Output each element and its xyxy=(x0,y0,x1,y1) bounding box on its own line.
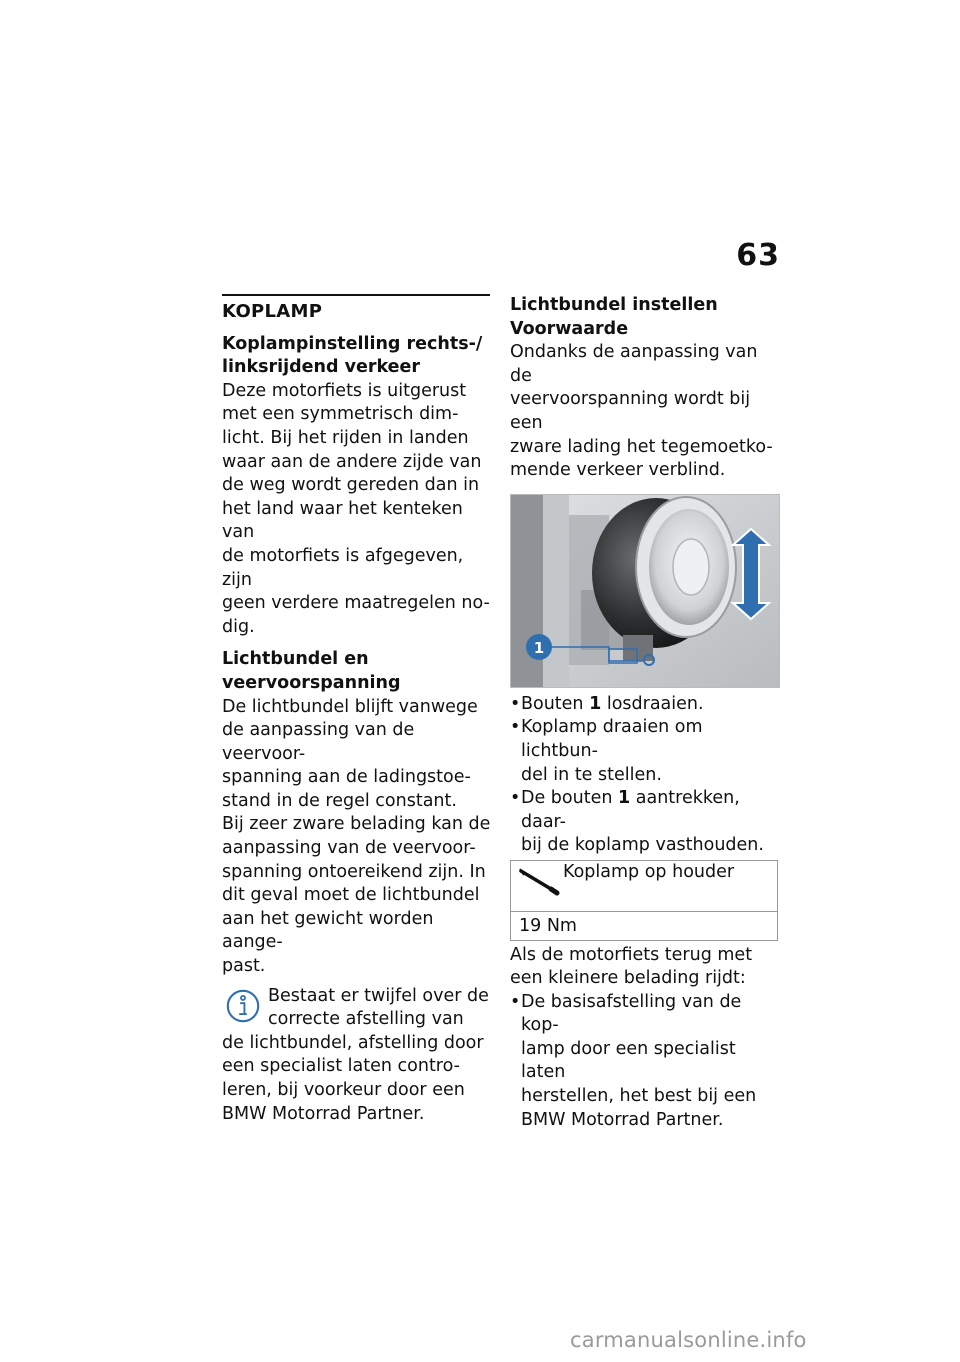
text-line: BMW Motorrad Partner. xyxy=(222,1103,425,1124)
info-icon xyxy=(224,987,262,1025)
paragraph-kleinere-belading xyxy=(510,944,782,991)
headlamp-illustration xyxy=(511,495,779,687)
text-line: Ondanks de aanpassing van de xyxy=(510,342,758,386)
heading-lichtbundel-instellen: Lichtbundel instellen xyxy=(510,295,718,315)
text-line: De lichtbundel blijft vanwege xyxy=(222,696,478,717)
text-line: een specialist laten contro- xyxy=(222,1056,460,1077)
steps-list xyxy=(510,693,782,858)
text-line: dig. xyxy=(222,616,255,637)
text-line: past. xyxy=(222,956,266,977)
headlamp-figure xyxy=(510,494,780,688)
text-line: Als de motorfiets terug met xyxy=(510,944,753,965)
step-item: • Koplamp draaien om lichtbun- del in te stellen. xyxy=(510,716,782,787)
text-line: met een symmetrisch dim- xyxy=(222,404,459,425)
page-number: 63 xyxy=(736,238,780,273)
text-line: spanning aan de ladingstoe- xyxy=(222,767,471,788)
left-column xyxy=(222,294,494,1126)
text-line: een kleinere belading rijdt: xyxy=(510,968,746,989)
paragraph-symmetrisch xyxy=(222,380,494,640)
text-line: de aanpassing van de veervoor- xyxy=(222,720,415,764)
heading-line: Lichtbundel en xyxy=(222,649,369,670)
heading-line: veervoorspanning xyxy=(222,672,401,693)
torque-label: Koplamp op houder xyxy=(563,861,735,882)
text-line: spanning ontoereikend zijn. In xyxy=(222,861,486,882)
info-note xyxy=(222,985,494,1127)
torque-wrench-icon xyxy=(517,867,561,897)
callout-1-label: 1 xyxy=(533,638,545,657)
text-line: stand in de regel constant. xyxy=(222,790,457,811)
text-line: dit geval moet de lichtbundel xyxy=(222,885,480,906)
text-line: zware lading het tegemoetko- xyxy=(510,436,773,457)
text-line: geen verdere maatregelen no- xyxy=(222,593,490,614)
text-line: veervoorspanning wordt bij een xyxy=(510,389,751,433)
torque-value: 19 Nm xyxy=(519,915,577,936)
final-step-list xyxy=(510,991,782,1133)
section-rule xyxy=(222,294,490,296)
text-line: Deze motorfiets is uitgerust xyxy=(222,380,467,401)
text-line: mende verkeer verblind. xyxy=(510,460,726,481)
text-line: aanpassing van de veervoor- xyxy=(222,838,476,859)
paragraph-voorwaarde xyxy=(510,341,782,483)
text-line: Bij zeer zware belading kan de xyxy=(222,814,491,835)
text-line: licht. Bij het rijden in landen xyxy=(222,427,469,448)
watermark: carmanualsonline.info xyxy=(570,1328,807,1352)
step-item: • De bouten 1 aantrekken, daar- bij de koplamp vasthouden. xyxy=(510,787,782,858)
torque-box xyxy=(510,860,778,941)
text-line: aan het gewicht worden aange- xyxy=(222,908,434,953)
heading-koplampinstelling: Koplampinstelling rechts-/ linksrijdend verkeer xyxy=(222,333,483,378)
text-line: waar aan de andere zijde van xyxy=(222,451,482,472)
text-line: de motorfiets is afgegeven, zijn xyxy=(222,545,464,590)
paragraph-zware-belading xyxy=(222,813,494,978)
right-column xyxy=(510,294,782,1132)
text-line: correcte afstelling van xyxy=(268,1009,464,1030)
step-item: • Bouten 1 losdraaien. xyxy=(510,693,782,717)
section-title: KOPLAMP xyxy=(222,301,323,322)
text-line: leren, bij voorkeur door een xyxy=(222,1080,465,1100)
heading-lichtbundel-veervoorspanning xyxy=(222,648,494,695)
text-line: Bestaat er twijfel over de xyxy=(268,985,489,1006)
paragraph-constant xyxy=(222,696,494,814)
text-line: de lichtbundel, afstelling door xyxy=(222,1032,484,1053)
text-line: het land waar het kenteken van xyxy=(222,498,463,543)
heading-voorwaarde: Voorwaarde xyxy=(510,318,629,339)
step-item: • De basisafstelling van de kop- lamp door een specialist laten herstellen, het best bij een BMW Motorrad Partner. xyxy=(510,991,782,1133)
text-line: de weg wordt gereden dan in xyxy=(222,475,480,496)
